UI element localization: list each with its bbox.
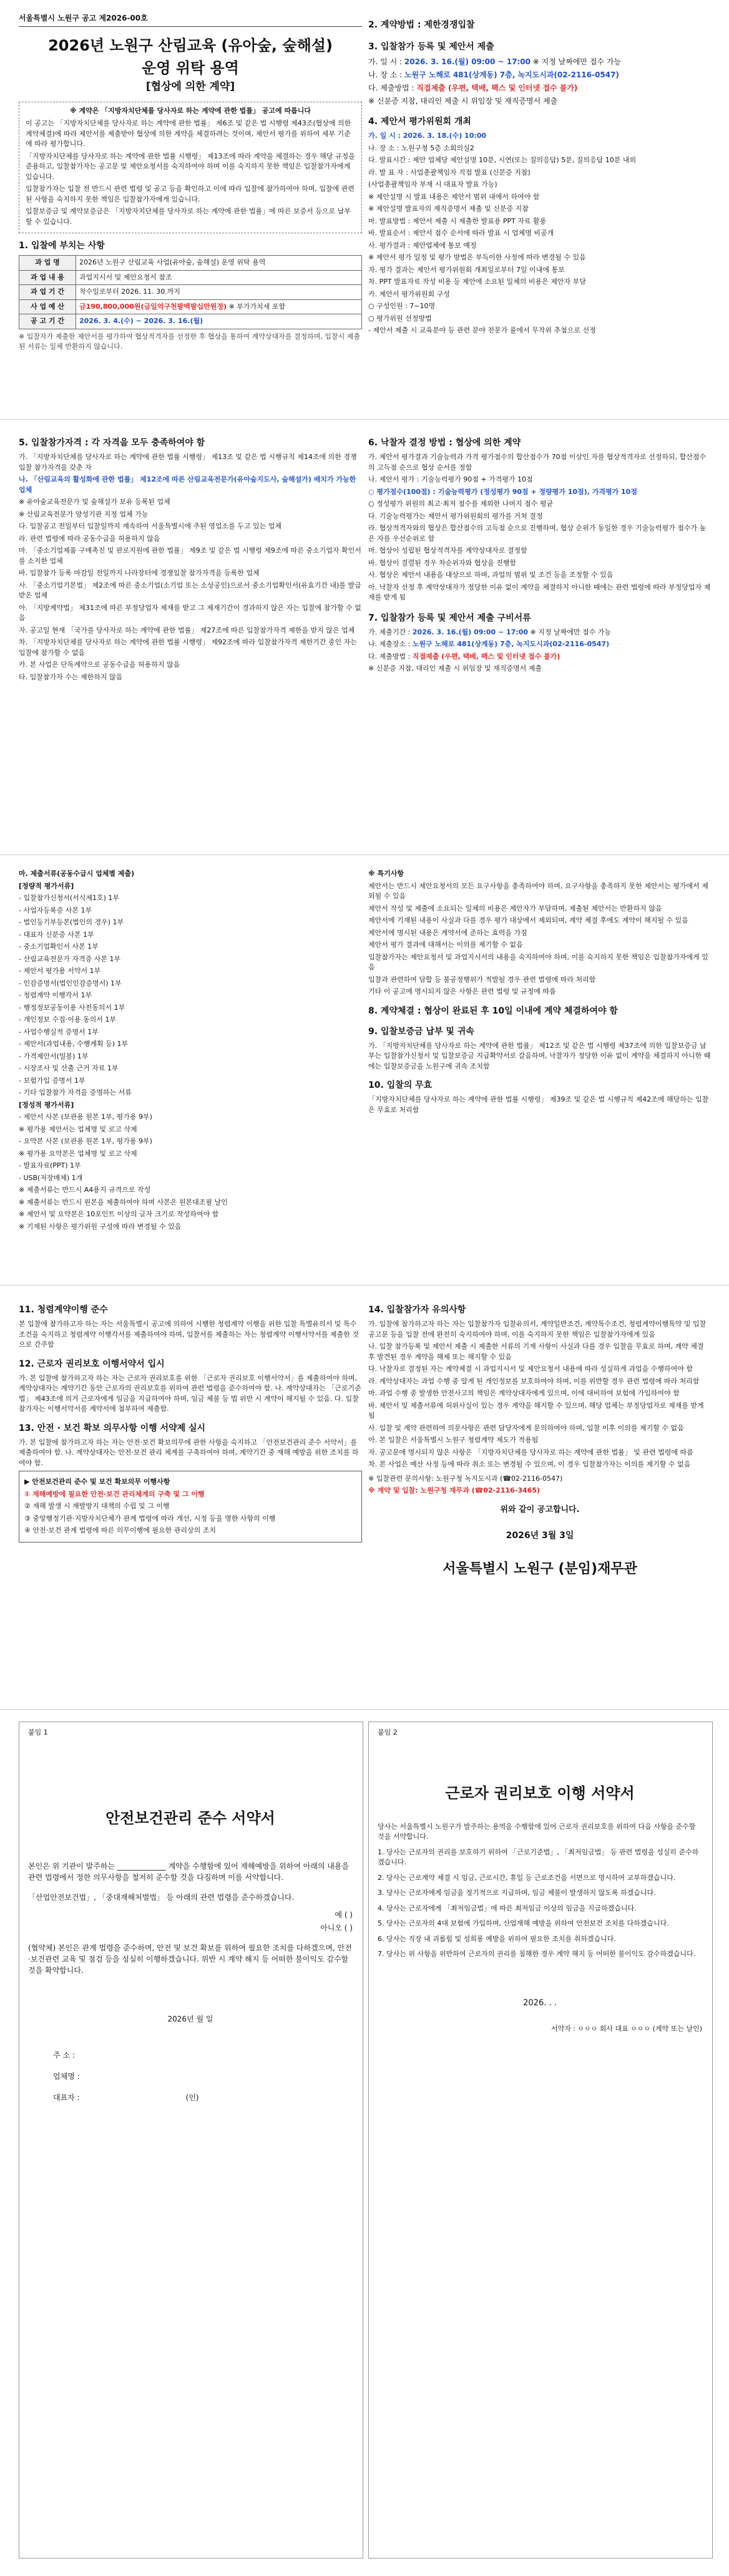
- s4-line: 가. 일 시 : 2026. 3. 18.(수) 10:00: [368, 132, 487, 140]
- s5-line: 마. 「중소기업제품 구매촉진 및 판로지원에 관한 법률」 제9조 및 같은 법 시행령 제9조에 따른 중소기업자 확인서를 소지한 업체: [19, 546, 361, 565]
- seal-mark: (인): [185, 2093, 199, 2102]
- s10-text: 「지방자치단체를 당사자로 하는 계약에 관한 법률 시행령」 제39조 및 같은 법 시행규칙 제42조에 해당하는 입찰은 무효로 처리함: [368, 1095, 709, 1114]
- line-key: 다. 제출방법 :: [368, 84, 414, 92]
- page2-right: [368, 430, 712, 676]
- s4-line: ※ 제안설명 발표자의 재직증명서 제출 및 신분증 지참: [368, 205, 529, 213]
- submit-docs-head: 마. 제출서류(공동수급시 업체별 제출): [19, 869, 135, 878]
- row-key: 공 고 기 간: [19, 314, 76, 329]
- special-notes-head: ※ 특기사항: [368, 869, 404, 878]
- s5-line: 바. 입찰참가 등록 마감일 전일까지 나라장터에 경쟁입찰 참가자격을 등록한 업체: [19, 569, 260, 577]
- pledge-item: 4. 당사는 근로자에게 「최저임금법」에 따른 최저임금 이상의 임금을 지급하겠습니다.: [378, 1904, 637, 1912]
- doc-title-line1: 2026년 노원구 산림교육 (유아숲, 숲해설): [48, 37, 333, 54]
- page-separator: [0, 419, 729, 420]
- form-title: 안전보건관리 준수 서약서: [105, 1809, 275, 1827]
- s14-line: 사. 입찰 및 계약 관련하여 의문사항은 관련 담당자에게 문의하여야 하며, 입찰 이후 이의를 제기할 수 없음: [368, 1423, 684, 1432]
- docs-item: - 산림교육전문가 자격증 사본 1부: [19, 954, 121, 963]
- section-12-title: 12. 근로자 권리보호 이행서약서 입시: [19, 1358, 165, 1369]
- page1-left: [19, 12, 362, 352]
- row-key: 과 업 기 간: [19, 285, 76, 300]
- s4-list: [368, 131, 712, 336]
- docs-item: ※ 기재된 사항은 평가위원 구성에 따라 변경될 수 있음: [19, 1222, 182, 1231]
- s6-line: 마. 협상이 성립된 협상적격자를 계약상대자로 결정함: [368, 546, 527, 554]
- s5-line: 나. 「산림교육의 활성화에 관한 법률」 제12조에 따른 산림교육전문가(유아숲지도사, 숲해설가) 배치가 가능한 업체: [19, 475, 356, 494]
- special-note: 입찰과 관련하여 담합 등 불공정행위가 적발될 경우 관련 법령에 따라 처리함: [368, 975, 596, 984]
- table-row: [19, 256, 362, 271]
- divider: [19, 26, 362, 27]
- s7-line: [368, 664, 712, 674]
- s14-line: 마. 과업 수행 중 발생한 안전사고의 책임은 계약상대자에게 있으며, 이에 대비하여 보험에 가입하여야 함: [368, 1389, 680, 1397]
- pledge-item: 3. 당사는 근로자에게 임금을 정기적으로 지급하며, 임금 체불이 발생하지 않도록 하겠습니다.: [378, 1889, 656, 1897]
- s3-line: [368, 69, 712, 80]
- s13-text: 가. 본 입찰에 참가하고자 하는 자는 안전·보건 확보의무에 관한 사항을 숙지하고 「안전보건관리 준수 서약서」를 제출하여야 함. 나. 계약상대자는 안전·보건 관리 체계를 구축하여야 하며, 계약기간 중 재해 예방을 위한 조치를 하여야 함.: [19, 1438, 359, 1467]
- pledge-item: 7. 당사는 위 사항을 위반하여 근로자의 권리를 침해한 경우 계약 해지 등 어떠한 불이익도 감수하겠습니다.: [378, 1950, 696, 1958]
- s4-line: 차. PPT 발표자료 작성 비용 등 제안에 소요된 일체의 비용은 제안자 부담: [368, 278, 586, 286]
- docs-item: - 시장조사 및 산출 근거 자료 1부: [19, 1064, 119, 1072]
- s14-line: 차. 본 사업은 예산 사정 등에 따라 취소 또는 변경될 수 있으며, 이 경우 입찰참가자는 이의를 제기할 수 없음: [368, 1460, 691, 1468]
- row-key: 과 업 명: [19, 256, 76, 271]
- form-date: 2026년 월 일: [167, 2014, 213, 2023]
- s14-line: 라. 계약상대자는 과업 수행 중 알게 된 개인정보를 보호하여야 하며, 이를 위반할 경우 관련 법령에 따라 처리함: [368, 1377, 700, 1385]
- pledge-item: 5. 당사는 근로자의 4대 보험에 가입하며, 산업재해 예방을 위하여 안전보건 조치를 다하겠습니다.: [378, 1919, 669, 1927]
- budget-value: 금190,800,000원(금일억구천팔백팔십만원정): [79, 302, 227, 311]
- special-note: 제안서 작성 및 제출에 소요되는 일체의 비용은 제안자가 부담하며, 제출된 제안서는 반환하지 않음: [368, 904, 662, 913]
- docs-item: - 제안서 사본 (보관용 원본 1부, 평가용 9부): [19, 1113, 152, 1121]
- line-key: 다. 제출방법 :: [368, 652, 411, 661]
- docs-group: [정성적 평가서류]: [19, 1100, 74, 1109]
- section-6-title: 6. 낙찰자 결정 방법 : 협상에 의한 계약: [368, 438, 521, 448]
- page4-right: [368, 1297, 712, 1579]
- page1-right: [368, 12, 712, 338]
- safety-item: ① 재해예방에 필요한 안전·보건 관리체계의 구축 및 그 이행: [24, 1489, 205, 1498]
- section-4-title: 4. 제안서 평가위원회 개최: [368, 117, 471, 127]
- docs-item: - 가격제안서(밀봉) 1부: [19, 1052, 89, 1060]
- form-date: 2026. . .: [523, 1998, 557, 2008]
- section-13-title: 13. 안전 · 보건 확보 의무사항 이행 서약제 실시: [19, 1423, 206, 1433]
- s6-line: 나. 제안서 평가 : 기술능력평가 90점 + 가격평가 10점: [368, 475, 533, 483]
- table-row: [19, 314, 362, 329]
- line-key: 나. 장 소 :: [368, 70, 403, 79]
- row-key: 사 업 예 산: [19, 299, 76, 314]
- docs-item: - 법인등기부등본(법인의 경우) 1부: [19, 918, 124, 926]
- s5-line: 아. 「지방계약법」 제31조에 따른 부정당업자 제재를 받고 그 제재기간이 경과하지 않은 자는 입찰에 참가할 수 없음: [19, 603, 361, 622]
- budget-note: ※ 부가가치세 포함: [228, 302, 286, 311]
- notice-box-head: ※ 계약은 「지방자치단체를 당사자로 하는 계약에 관한 법률」 공고에 따릅니다: [70, 106, 311, 115]
- s7-line: [368, 627, 712, 638]
- docs-item: - 중소기업확인서 사본 1부: [19, 942, 99, 951]
- docs-item: ※ 평가용 제안서는 업체명 및 로고 삭제: [19, 1125, 137, 1133]
- section-2-title: 2. 계약방법 : 제한경쟁입찰: [368, 20, 475, 30]
- attachment-1: [28, 1728, 353, 2105]
- line-value: 2026. 3. 16.(월) 09:00 ~ 17:00: [412, 627, 529, 636]
- s6-line: 사. 협상은 제안서 내용을 대상으로 하며, 과업의 범위 및 조건 등을 조정할 수 있음: [368, 571, 614, 579]
- line-value: ※ 신분증 지참, 대리인 제출 시 위임장 및 재직증명서 제출: [368, 664, 542, 672]
- docs-item: - 발표자료(PPT) 1부: [19, 1161, 81, 1169]
- s14-line: 다. 낙찰자로 결정된 자는 계약체결 시 과업지시서 및 제안요청서 내용에 따라 성실하게 과업을 수행하여야 함: [368, 1365, 693, 1373]
- notice-item: 이 공고는 「지방자치단체를 당사자로 하는 계약에 관한 법률」 제6조 및 같은 법 시행령 제43조(협상에 의한 계약체결)에 따라 제안서를 제출받아 협상에 의한 계약을 체결하려는 것이며, 제안서 평가를 위하여 세부 기준에 따라 평가합니다.: [26, 119, 351, 148]
- s12-text: 가. 본 입찰에 참가하고자 하는 자는 근로자 권리보호를 위한 「근로자 권리보호 이행서약서」를 제출하여야 하며, 계약상대자는 계약기간 동안 근로자의 권리보호를 위하여 관련 법령을 준수하여야 함. 나. 계약상대자는 「근로기준법」 제43조에 의거 근로자에게 임금을 지급하여야 하며, 임금 체불 등 법 위반 시 계약이 해지될 수 있음. 다. 입찰참가자는 이행서약서를 계약서에 첨부하여 제출함.: [19, 1373, 361, 1413]
- pledge-item: 6. 당사는 직장 내 괴롭힘 및 성희롱 예방을 위하여 필요한 조치를 취하겠습니다.: [378, 1934, 616, 1943]
- s7-line: [368, 652, 712, 662]
- s5-line: ※ 산림교육전문가 양성기관 지정 업체 가능: [19, 510, 149, 518]
- docs-item: - 행정정보공동이용 사전동의서 1부: [19, 1003, 125, 1012]
- table-row: [19, 270, 362, 285]
- s5-line: 사. 「중소기업기본법」 제2조에 따른 중소기업(소기업 또는 소상공인)으로서 중소기업확인서(유효기간 내)를 발급받은 업체: [19, 581, 361, 599]
- s14-line: 가. 입찰에 참가하고자 하는 자는 입찰참가자 입찰유의서, 계약일반조건, 계약특수조건, 청렴계약이행특약 및 입찰공고문 등을 입찰 전에 완전히 숙지하여야 하며, 이를 숙지하지 못한 책임은 입찰참가자에게 있음: [368, 1320, 707, 1339]
- row-value: 과업지시서 및 제안요청서 참조: [76, 270, 362, 285]
- attachment-label: 붙임 1: [28, 1728, 48, 1736]
- safety-item: ② 재해 발생 시 재발방지 대책의 수립 및 그 이행: [24, 1502, 170, 1510]
- section-10-title: 10. 입찰의 무효: [368, 1080, 433, 1090]
- s5-line: 카. 본 사업은 단독계약으로 공동수급을 허용하지 않음: [19, 661, 180, 669]
- form-title: 근로자 권리보호 이행 서약서: [445, 1784, 635, 1802]
- s4-line: 사. 평가결과 : 제안업체에 통보 예정: [368, 241, 477, 249]
- docs-item: - 제안서 평가용 서약서 1부: [19, 967, 101, 975]
- row-value: 2026. 3. 4.(수) ~ 2026. 3. 16.(월): [76, 314, 362, 329]
- safety-box-head: ▶ 안전보건관리 준수 및 보건 확보의무 이행사항: [24, 1478, 170, 1486]
- s3-line: [368, 82, 712, 94]
- bid-info-table: [19, 255, 362, 329]
- table-row: [19, 299, 362, 314]
- row-value: 착수일로부터 2026. 11. 30.까지: [76, 285, 362, 300]
- section-1-title: 1. 입찰에 부치는 사항: [19, 241, 105, 251]
- line-value: 직접제출 (우편, 택배, 팩스 및 인터넷 접수 불가): [412, 652, 560, 661]
- line-tail: ※ 지정 날짜에만 접수 가능: [530, 627, 611, 636]
- s7-line: [368, 639, 712, 650]
- special-note: 제안서는 반드시 제안요청서의 모든 요구사항을 충족하여야 하며, 요구사항을 충족하지 못한 제안서는 평가에서 제외될 수 있음: [368, 881, 708, 900]
- contact-line: ※ 입찰관련 문의사항: 노원구청 녹지도시과 (☎02-2116-0547): [368, 1474, 563, 1483]
- notice-number: 서울특별시 노원구 공고 제2026-00호: [19, 14, 148, 22]
- form-intro: 당사는 서울특별시 노원구가 발주하는 용역을 수행함에 있어 근로자 권리보호를 위하여 다음 사항을 준수할 것을 서약합니다.: [378, 1822, 696, 1841]
- s6-line: ○ 정성평가 위원의 최고·최저 점수를 제외한 나머지 점수 평균: [368, 500, 554, 508]
- docs-group: [정량적 평가서류]: [19, 881, 74, 890]
- attachment-2: [378, 1728, 702, 2036]
- docs-item: - USB(저장매체) 1개: [19, 1173, 83, 1182]
- s4-line: ※ 제안설명 시 발표 내용은 제안서 범위 내에서 하여야 함: [368, 192, 540, 201]
- s5-line: 라. 관련 법령에 따라 공동수급을 허용하지 않음: [19, 534, 160, 543]
- pledge-item: 1. 당사는 근로자의 권리를 보호하기 위하여 「근로기준법」, 「최저임금법」 등 관련 법령을 성실히 준수하겠습니다.: [378, 1847, 699, 1866]
- s14-line: 자. 공고문에 명시되지 않은 사항은 「지방자치단체를 당사자로 하는 계약에 관한 법률」 및 관련 법령에 따름: [368, 1448, 693, 1456]
- notice-item: 입찰보증금 및 계약보증금은 「지방자치단체를 당사자로 하는 계약에 관한 법률」에 따른 보증서 등으로 납부할 수 있습니다.: [26, 207, 351, 226]
- section-14-title: 14. 입찰참가자 유의사항: [368, 1305, 466, 1315]
- s5-line: 다. 입찰공고 전일부터 입찰일까지 계속하여 서울특별시에 주된 영업소를 두고 있는 업체: [19, 522, 281, 530]
- docs-item: - 보험가입 증명서 1부: [19, 1076, 86, 1085]
- signature-line[interactable]: 서약자 : ㅇㅇㅇ 회사 대표 ㅇㅇㅇ (계약 또는 날인): [550, 2025, 702, 2033]
- notice-date: 2026년 3월 3일: [506, 1531, 574, 1541]
- s4-line: 자. 평가 결과는 제안서 평가위원회 개최일로부터 7일 이내에 통보: [368, 265, 565, 274]
- docs-item: ※ 제출서류는 반드시 원본을 제출하여야 하며 사본은 원본대조필 날인: [19, 1198, 228, 1206]
- section-3-title: 3. 입찰참가 등록 및 제안서 제출: [368, 42, 494, 52]
- s4-line: 바. 발표순서 : 제안서 접수 순서에 따라 발표 시 업체명 비공개: [368, 229, 554, 237]
- s14-line: 바. 제안서 및 제출서류에 허위사실이 있는 경우 계약을 해지할 수 있으며, 해당 업체는 부정당업자로 제재를 받게 됨: [368, 1401, 704, 1420]
- s6-line: 다. 기술능력평가는 제안서 평가위원회의 평가를 거쳐 결정: [368, 511, 543, 520]
- yes-checkbox[interactable]: 예 ( ): [335, 1910, 353, 1919]
- doc-title-line2: 운영 위탁 용역: [142, 59, 239, 77]
- s4-line: - 제안서 제출 시 교육분야 등 관련 분야 전문가 풀에서 무작위 추첨으로 선정: [368, 326, 596, 334]
- s5-line: 타. 입찰참가자 수는 제한하지 않음: [19, 672, 123, 681]
- representative-row: [53, 2092, 353, 2103]
- form-paragraph: (협약체) 본인은 관계 법령을 준수하며, 안전 및 보건 확보를 위하여 필요한 조치를 다하겠으며, 안전·보건관련 교육 및 점검 등을 성실히 이행하겠습니다. 위반 시 계약 해지 등 어떠한 불이익도 감수할 것을 확약합니다.: [28, 1943, 352, 1975]
- s5-line: ※ 유아숲교육전문가 및 숲해설가 보유 등록된 업체: [19, 498, 170, 506]
- page-separator: [0, 1285, 729, 1286]
- no-checkbox[interactable]: 아니오 ( ): [320, 1923, 353, 1932]
- s4-line: 카. 제안서 평가위원회 구성: [368, 289, 450, 298]
- s4-line: ○ 구성인원 : 7~10명: [368, 302, 436, 310]
- doc-title-line3: [협상에 의한 계약]: [145, 80, 235, 93]
- page2-left: [19, 430, 362, 684]
- row-key: 과 업 내 용: [19, 270, 76, 285]
- docs-item: - 개인정보 수집·이용 동의서 1부: [19, 1015, 116, 1024]
- s6-line: 가. 제안서 평가결과 기술능력과 가격 평가점수의 합산점수가 70점 이상인 자를 협상적격자로 선정하되, 합산점수의 고득점 순으로 협상 순서를 정함: [368, 453, 707, 472]
- pledge-item: 2. 당사는 근로계약 체결 시 임금, 근로시간, 휴일 등 근로조건을 서면으로 명시하여 교부하겠습니다.: [378, 1873, 676, 1882]
- docs-item: ※ 평가용 요약본은 업체명 및 로고 삭제: [19, 1149, 137, 1158]
- form-paragraph: 「산업안전보건법」, 「중대재해처벌법」 등 아래의 관련 법령을 준수하겠습니다.: [28, 1892, 295, 1902]
- docs-item: - 기타 입찰참가 자격을 증명하는 서류: [19, 1088, 132, 1097]
- s3-line: [368, 56, 712, 67]
- table-footnote: ※ 입찰자가 제출한 제안서를 평가하여 협상적격자를 선정한 후 협상을 통하여 계약상대자를 결정하며, 입찰시 제출된 서류는 일체 반환하지 않습니다.: [19, 332, 360, 351]
- docs-item: ※ 제출서류는 반드시 A4용지 규격으로 작성: [19, 1186, 151, 1194]
- contact-line: ※ 계약 및 입찰: 노원구청 재무과 (☎02-2116-3465): [368, 1486, 541, 1494]
- docs-item: - 인감증명서(법인인감증명서) 1부: [19, 979, 122, 987]
- docs-item: - 제안서(과업내용, 수행계획 등) 1부: [19, 1040, 129, 1048]
- s6-line: 바. 협상이 결렬된 경우 차순위자와 협상을 진행함: [368, 558, 516, 567]
- special-note: 입찰참가자는 제안요청서 및 과업지시서의 내용을 숙지하여야 하며, 이를 숙지하지 못한 책임은 입찰참가자에게 있음: [368, 952, 708, 971]
- docs-item: - 사업수행실적 증명서 1부: [19, 1027, 99, 1036]
- docs-item: ※ 제안서 및 요약본은 10포인트 이상의 글자 크기로 작성하여야 함: [19, 1210, 219, 1218]
- special-note: 제안서 평가 결과에 대해서는 이의를 제기할 수 없음: [368, 941, 523, 949]
- line-value: 노원구 노해로 481(상계동) 7층, 녹지도시과(02-2116-0547): [404, 70, 619, 79]
- page-separator: [0, 1709, 729, 1710]
- address-field[interactable]: 주 소 :: [53, 2050, 75, 2060]
- section-11-title: 11. 청렴계약이행 준수: [19, 1305, 108, 1315]
- s4-line: ○ 평가위원 선정방법: [368, 314, 432, 322]
- notice-item: 「지방자치단체를 당사자로 하는 계약에 관한 법률 시행령」 제13조에 따라 계약을 체결하는 경우 해당 규정을 준용하고, 입찰참가자는 공고문 및 제안요청서를 숙지하여야 하며 이를 숙지하지 못한 책임은 입찰참가자에게 있습니다.: [26, 152, 355, 181]
- s6-line: 아. 낙찰자 선정 후 계약상대자가 정당한 이유 없이 계약을 체결하지 아니한 때에는 관련 법령에 따라 부정당업자 제재를 받게 됨: [368, 583, 711, 601]
- s6-line: ○ 평가점수(100점) : 기술능력평가 (정성평가 90점 + 정량평가 10점), 가격평가 10점: [368, 487, 637, 496]
- s14-line: 나. 입찰 참가등록 및 제안서 제출 시 제출한 서류의 기재 사항이 사실과 다를 경우 입찰을 무효로 하며, 계약 체결 후 발견된 경우 계약을 해제 또는 해지할 수 있음: [368, 1342, 704, 1361]
- page3-right: [368, 867, 712, 1117]
- docs-item: - 사업자등록증 사본 1부: [19, 906, 92, 914]
- line-key: 나. 제출장소 :: [368, 640, 411, 648]
- docs-item: - 청렴계약 이행각서 1부: [19, 991, 92, 999]
- s5-line: 가. 「지방자치단체를 당사자로 하는 계약에 관한 법률 시행령」 제13조 및 같은 법 시행규칙 제14조에 의한 경쟁입찰 참가자격을 갖춘 자: [19, 453, 357, 472]
- issuing-org: 서울특별시 노원구 (분임)재무관: [443, 1561, 637, 1577]
- company-field[interactable]: 업체명 :: [53, 2071, 80, 2081]
- closing-text: 위와 같이 공고합니다.: [500, 1504, 580, 1514]
- line-value: ※ 신분증 지참, 대리인 제출 시 위임장 및 재직증명서 제출: [368, 97, 558, 105]
- docs-item: - 입찰참가신청서(서식제1호) 1부: [19, 894, 120, 902]
- form-paragraph: 본인은 위 기관이 발주하는 _____________ 계약을 수행함에 있어 재해예방을 위하여 아래의 내용을 관련 법령에서 정한 의무사항을 철저히 준수할 것을 다짐하며 이를 서약합니다.: [28, 1861, 350, 1882]
- s4-line: 다. 발표시간 : 제안 업체당 제안설명 10분, 시연(또는 질의응답) 5분, 질의응답 10분 내외: [368, 156, 637, 164]
- row-value: [76, 299, 362, 314]
- representative-field[interactable]: 대표자 :: [53, 2093, 80, 2102]
- s5-line: 자. 공고일 현재 「국가를 당사자로 하는 계약에 관한 법률」 제27조에 따른 입찰참가자격 제한을 받지 않은 업체: [19, 626, 355, 634]
- notice-item: 입찰참가자는 입찰 전 반드시 관련 법령 및 공고 등을 확인하고 이에 따라 입찰에 참가하여야 하며, 입찰에 관련된 사항을 숙지하지 못한 책임은 입찰참가자에게 있습니다.: [26, 185, 355, 203]
- s4-line: 마. 발표방법 : 제안서 제출 시 제출한 발표용 PPT 자료 활용: [368, 216, 547, 225]
- notice-box: [19, 102, 362, 234]
- s4-line: 라. 발 표 자 : 사업총괄책임자 직접 발표 (신분증 지참): [368, 168, 531, 177]
- s14-line: 아. 본 입찰은 서울특별시 노원구 청렴계약 제도가 적용됨: [368, 1436, 539, 1444]
- s6-line: 라. 협상적격자와의 협상은 합산점수의 고득점 순으로 진행하며, 협상 순위가 동일한 경우 기술능력평가 점수가 높은 자를 우선순위로 함: [368, 524, 707, 543]
- line-key: 가. 제출기간 :: [368, 627, 411, 636]
- docs-item: - 대표자 신분증 사본 1부: [19, 930, 94, 939]
- special-note: 기타 이 공고에 명시되지 않은 사항은 관련 법령 및 규정에 따름: [368, 987, 556, 995]
- section-5-title: 5. 입찰참가자격 : 각 자격을 모두 충족하여야 함: [19, 438, 205, 448]
- docs-item: - 요약본 사본 (보관용 원본 1부, 평가용 9부): [19, 1137, 152, 1145]
- special-note: 제안서에 기재된 내용이 사실과 다를 경우 평가 대상에서 제외되며, 계약 체결 후에도 계약이 해지될 수 있음: [368, 916, 688, 924]
- safety-item: ③ 중앙행정기관·지방자치단체가 관계 법령에 따라 개선, 시정 등을 명한 사항의 이행: [24, 1514, 276, 1523]
- s11-text: 본 입찰에 참가하고자 하는 자는 서울특별시 공고에 의하여 시행한 청렴계약 이행을 위한 입찰 특별유의서 및 특수조건을 숙지하고 청렴계약 이행각서를 제출하여야 하며, 입찰서를 제출하는 자는 청렴계약 이행서약서를 제출한 것으로 간주함: [19, 1320, 359, 1349]
- section-8-title: 8. 계약체결 : 협상이 완료된 후 10일 이내에 계약 체결하여야 함: [368, 1005, 618, 1016]
- s4-line: (사업총괄책임자 부재 시 대표자 발표 가능): [368, 180, 497, 188]
- s5-line: 차. 「지방자치단체를 당사자로 하는 계약에 관한 법률 시행령」 제92조에 따라 입찰참가자격 제한기간 중인 자는 입찰에 참가할 수 없음: [19, 638, 357, 657]
- page4-left: [19, 1297, 362, 1545]
- line-key: 가. 일 시 :: [368, 57, 403, 66]
- section-9-title: 9. 입찰보증금 납부 및 귀속: [368, 1026, 474, 1037]
- section-7-title: 7. 입찰참가 등록 및 제안서 제출 구비서류: [368, 613, 531, 623]
- line-value: 2026. 3. 16.(월) 09:00 ~ 17:00: [404, 57, 531, 66]
- row-value: 2026년 노원구 산림교육 사업(유아숲, 숲해설) 운영 위탁 용역: [76, 256, 362, 271]
- page3-left: [19, 867, 362, 1234]
- safety-box: [19, 1471, 362, 1542]
- attachment-label: 붙임 2: [378, 1728, 398, 1736]
- s4-line: 나. 장 소 : 노원구청 5층 소회의실2: [368, 143, 474, 152]
- line-tail: ※ 지정 날짜에만 접수 가능: [532, 57, 621, 66]
- special-note: 제안서에 명시된 내용은 계약서에 준하는 효력을 가짐: [368, 928, 527, 937]
- line-value: 직접제출 (우편, 택배, 팩스 및 인터넷 접수 불가): [416, 84, 578, 92]
- safety-item: ④ 안전·보건 관계 법령에 따른 의무이행에 필요한 관리상의 조치: [24, 1526, 216, 1534]
- s4-line: ※ 제안서 평가 일정 및 평가 방법은 부득이한 사정에 따라 변경될 수 있음: [368, 253, 586, 261]
- s9-text: 가. 「지방자치단체를 당사자로 하는 계약에 관한 법률」 제12조 및 같은 법 시행령 제37조에 의한 입찰보증금 납부는 입찰참가신청서 및 입찰보증금 지급확약서로 갈음하며, 낙찰자가 정당한 이유 없이 계약을 체결하지 아니한 때에는 입찰보증금을 노원구에 귀속 조치함: [368, 1041, 711, 1070]
- s3-line: [368, 95, 712, 107]
- line-value: 노원구 노해로 481(상계동) 7층, 녹지도시과(02-2116-0547): [412, 640, 610, 648]
- table-row: [19, 285, 362, 300]
